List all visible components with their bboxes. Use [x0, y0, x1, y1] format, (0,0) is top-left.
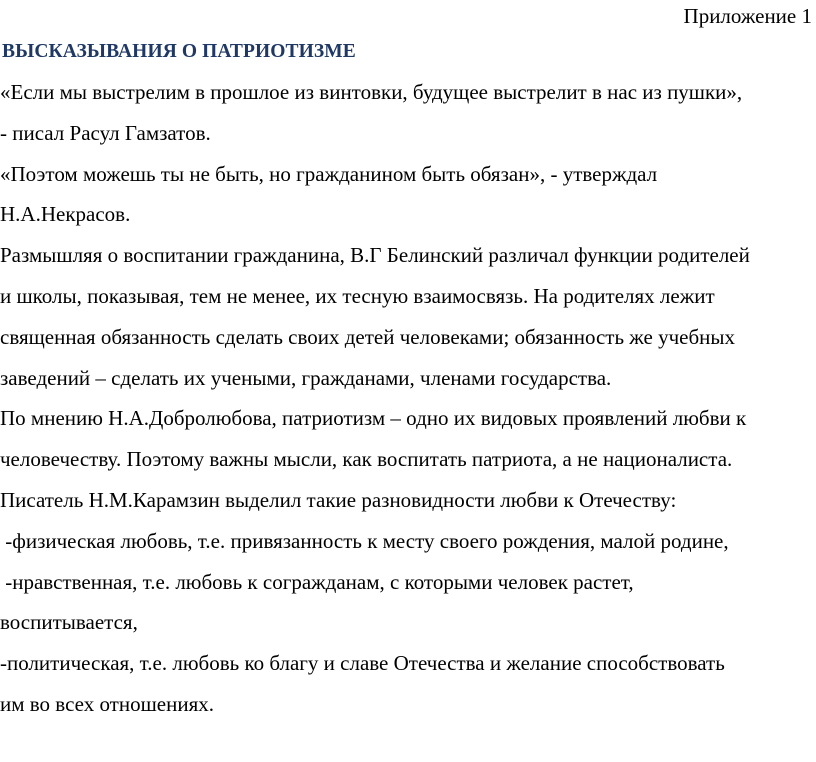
document-body [0, 72, 816, 725]
text-line: -нравственная, т.е. любовь к согражданам, с которыми человек растет, [0, 569, 634, 594]
text-line: «Поэтом можешь ты не быть, но гражданином быть обязан», - утверждал [0, 161, 658, 186]
appendix-label: Приложение 1 [683, 4, 812, 28]
text-line: Размышляя о воспитании гражданина, В.Г Белинский различал функции родителей [0, 243, 750, 268]
text-line: священная обязанность сделать своих детей человеками; обязанность же учебных [0, 324, 736, 349]
text-line: им во всех отношениях. [0, 691, 214, 716]
text-line: - писал Расул Гамзатов. [0, 120, 211, 145]
document-title: ВЫСКАЗЫВАНИЯ О ПАТРИОТИЗМЕ [2, 41, 356, 62]
text-line: заведений – сделать их учеными, гражданами, членами государства. [0, 365, 612, 390]
text-line: «Если мы выстрелим в прошлое из винтовки, будущее выстрелит в нас из пушки», [0, 80, 743, 104]
text-line: и школы, показывая, тем не менее, их тесную взаимосвязь. На родителях лежит [0, 283, 715, 308]
text-line: Писатель Н.М.Карамзин выделил такие разновидности любви к Отечеству: [0, 487, 677, 512]
text-line: По мнению Н.А.Добролюбова, патриотизм – одно их видовых проявлений любви к [0, 406, 747, 431]
text-line: Н.А.Некрасов. [0, 202, 131, 227]
text-line: воспитывается, [0, 610, 138, 635]
text-line: -политическая, т.е. любовь ко благу и славе Отечества и желание способствовать [0, 651, 725, 676]
text-line: человечеству. Поэтому важны мысли, как воспитать патриота, а не националиста. [0, 447, 733, 472]
text-line: -физическая любовь, т.е. привязанность к месту своего рождения, малой родине, [0, 528, 729, 553]
